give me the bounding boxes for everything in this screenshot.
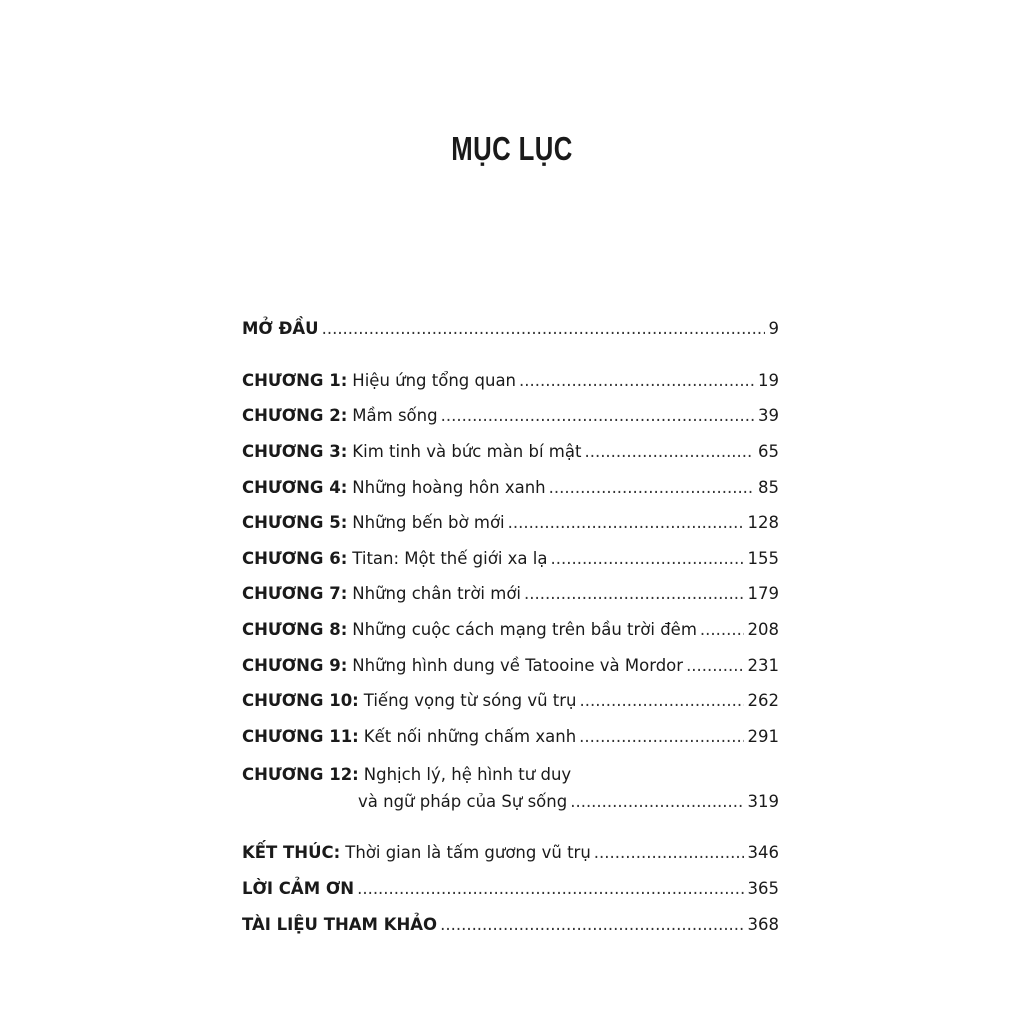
toc-entry-label: KẾT THÚC: bbox=[242, 843, 341, 862]
toc-page-number: 155 bbox=[747, 549, 779, 568]
toc-entry-title: Titan: Một thế giới xa lạ bbox=[352, 549, 548, 568]
toc-entry-title: Những hình dung về Tatooine và Mordor bbox=[352, 656, 684, 675]
dot-leader bbox=[519, 370, 754, 392]
toc-page-number: 179 bbox=[747, 584, 779, 603]
toc-entry-references[interactable] bbox=[242, 914, 779, 936]
toc-page-number: 85 bbox=[758, 478, 779, 497]
toc-entry-label: CHƯƠNG 9: bbox=[242, 656, 348, 675]
toc-entry-label: CHƯƠNG 5: bbox=[242, 513, 348, 532]
toc-entry-title: Hiệu ứng tổng quan bbox=[352, 371, 517, 390]
toc-entry-acknowledgements[interactable] bbox=[242, 878, 779, 900]
toc-entry-label: CHƯƠNG 3: bbox=[242, 442, 348, 461]
toc-page-number: 231 bbox=[747, 656, 779, 675]
toc-entry-title: Tiếng vọng từ sóng vũ trụ bbox=[363, 691, 577, 710]
dot-leader bbox=[580, 690, 744, 712]
dot-leader bbox=[524, 583, 743, 605]
toc-entry-chapter-3[interactable] bbox=[242, 441, 779, 463]
toc-page-number: 319 bbox=[747, 792, 779, 811]
toc-entry-label: LỜI CẢM ƠN bbox=[242, 879, 355, 898]
toc-entry-chapter-11[interactable] bbox=[242, 726, 779, 748]
toc-entry-title-continued: và ngữ pháp của Sự sống bbox=[358, 792, 568, 811]
toc-entry-label: MỞ ĐẦU bbox=[242, 319, 319, 338]
toc-entry-title: Những cuộc cách mạng trên bầu trời đêm bbox=[352, 620, 697, 639]
toc-entry-title: Mầm sống bbox=[352, 406, 438, 425]
dot-leader bbox=[550, 548, 743, 570]
toc-entry-title: Kết nối những chấm xanh bbox=[363, 727, 577, 746]
toc-entry-label: CHƯƠNG 6: bbox=[242, 549, 348, 568]
toc-entry-chapter-2[interactable] bbox=[242, 405, 779, 427]
page-title: MỤC LỤC bbox=[451, 130, 573, 167]
toc-page-number: 9 bbox=[768, 319, 779, 338]
toc-entry-title: Những hoàng hôn xanh bbox=[352, 478, 546, 497]
dot-leader bbox=[686, 655, 743, 677]
toc-page-number: 346 bbox=[747, 843, 779, 862]
toc-entry-introduction[interactable] bbox=[242, 318, 779, 340]
toc-entry-title: Những bến bờ mới bbox=[352, 513, 505, 532]
dot-leader bbox=[508, 512, 744, 534]
toc-entry-chapter-8[interactable] bbox=[242, 619, 779, 641]
toc-entry-conclusion[interactable] bbox=[242, 842, 779, 864]
toc-entry-chapter-9[interactable] bbox=[242, 655, 779, 677]
toc-entry-label: CHƯƠNG 1: bbox=[242, 371, 348, 390]
toc-entry-label: CHƯƠNG 10: bbox=[242, 691, 359, 710]
dot-leader bbox=[584, 441, 754, 463]
toc-entry-chapter-5[interactable] bbox=[242, 512, 779, 534]
toc-page-number: 291 bbox=[747, 727, 779, 746]
toc-page-number: 19 bbox=[758, 371, 779, 390]
dot-leader bbox=[440, 914, 743, 936]
toc-entry-label: TÀI LIỆU THAM KHẢO bbox=[242, 915, 438, 934]
dot-leader bbox=[579, 726, 743, 748]
toc-page-number: 39 bbox=[758, 406, 779, 425]
toc-entry-title: Những chân trời mới bbox=[352, 584, 522, 603]
toc-entry-line-2 bbox=[358, 791, 779, 813]
toc-entry-label: CHƯƠNG 8: bbox=[242, 620, 348, 639]
dot-leader bbox=[322, 318, 765, 340]
dot-leader bbox=[549, 477, 754, 499]
toc-entry-title: Nghịch lý, hệ hình tư duy bbox=[363, 765, 572, 784]
dot-leader bbox=[570, 791, 743, 813]
toc-page-number: 208 bbox=[747, 620, 779, 639]
toc-entry-chapter-6[interactable] bbox=[242, 548, 779, 570]
toc-entry-chapter-10[interactable] bbox=[242, 690, 779, 712]
dot-leader bbox=[441, 405, 754, 427]
toc-page-number: 65 bbox=[758, 442, 779, 461]
toc-entry-label: CHƯƠNG 11: bbox=[242, 727, 359, 746]
toc-entry-line-1 bbox=[242, 764, 779, 786]
toc-page-number: 365 bbox=[747, 879, 779, 898]
toc-entry-label: CHƯƠNG 12: bbox=[242, 765, 359, 784]
toc-entry-title: Kim tinh và bức màn bí mật bbox=[352, 442, 582, 461]
toc-entry-chapter-1[interactable] bbox=[242, 370, 779, 392]
toc-page-number: 128 bbox=[747, 513, 779, 532]
dot-leader bbox=[357, 878, 743, 900]
toc-entry-label: CHƯƠNG 4: bbox=[242, 478, 348, 497]
dot-leader bbox=[594, 842, 744, 864]
toc-page-number: 262 bbox=[747, 691, 779, 710]
toc-entry-chapter-7[interactable] bbox=[242, 583, 779, 605]
toc-entry-label: CHƯƠNG 2: bbox=[242, 406, 348, 425]
toc-entry-label: CHƯƠNG 7: bbox=[242, 584, 348, 603]
toc-entry-title: Thời gian là tấm gương vũ trụ bbox=[345, 843, 591, 862]
toc-page-number: 368 bbox=[747, 915, 779, 934]
dot-leader bbox=[700, 619, 744, 641]
toc-entry-chapter-4[interactable] bbox=[242, 477, 779, 499]
